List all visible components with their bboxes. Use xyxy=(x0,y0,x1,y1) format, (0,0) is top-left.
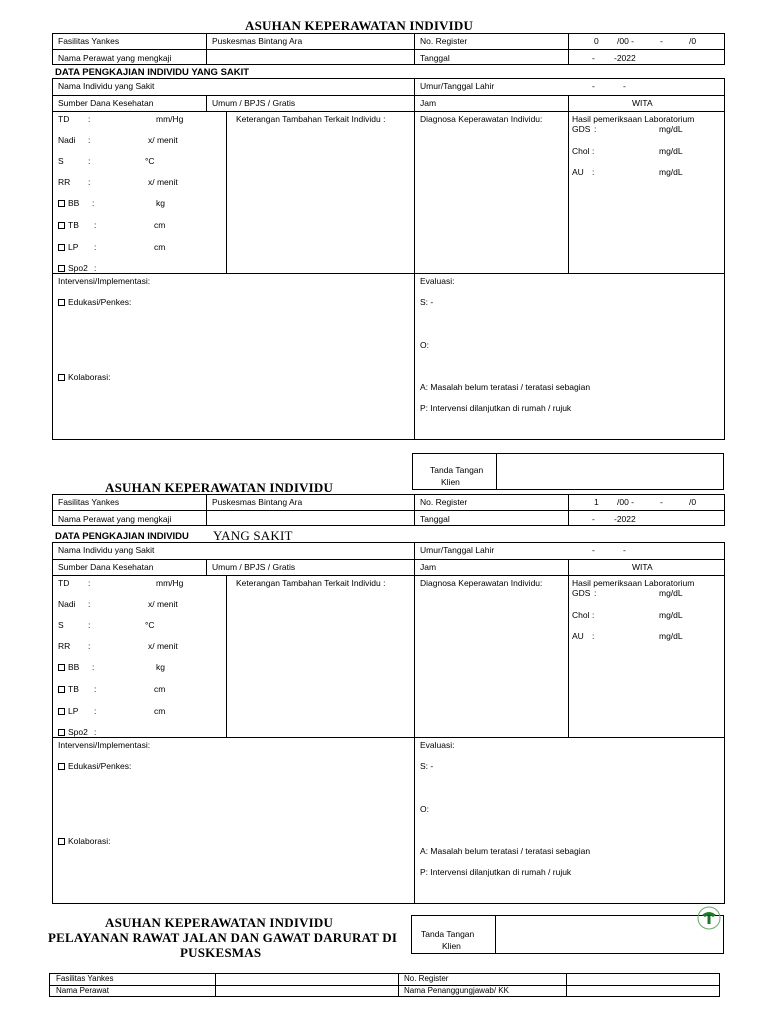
colon: : xyxy=(94,706,97,716)
kolaborasi-row[interactable] xyxy=(58,372,111,382)
label-nama-individu: Nama Individu yang Sakit xyxy=(58,545,155,555)
vital-lp-unit: cm xyxy=(154,242,166,252)
tanggal-b: -2022 xyxy=(614,514,636,524)
vital-spo2: Spo2 xyxy=(68,727,88,737)
vital-spo2-row[interactable] xyxy=(58,263,88,273)
checkbox-icon[interactable] xyxy=(58,763,65,770)
label-keterangan: Keterangan Tambahan Terkait Individu : xyxy=(236,578,386,588)
label-diagnosa: Diagnosa Keperawatan Individu: xyxy=(420,578,543,588)
label-penanggungjawab: Nama Penanggungjawab/ KK xyxy=(404,986,509,995)
colon: : xyxy=(592,610,595,620)
label-edukasi: Edukasi/Penkes: xyxy=(68,761,132,771)
label-tanggal: Tanggal xyxy=(420,514,450,524)
label-register: No. Register xyxy=(404,974,449,983)
vital-s-unit: °C xyxy=(145,620,155,630)
vital-rr-unit: x/ menit xyxy=(148,641,178,651)
colon: : xyxy=(88,641,91,651)
eval-a: A: Masalah belum teratasi / teratasi sebagian xyxy=(420,382,591,392)
label-intervensi: Intervensi/Implementasi: xyxy=(58,740,151,750)
form3-title-2: PELAYANAN RAWAT JALAN DAN GAWAT DARURAT DI xyxy=(48,930,398,945)
colon: : xyxy=(94,263,97,273)
label-evaluasi: Evaluasi: xyxy=(420,276,455,286)
lab-au-unit: mg/dL xyxy=(659,167,683,177)
checkbox-icon[interactable] xyxy=(58,200,65,207)
colon: : xyxy=(94,727,97,737)
label-evaluasi: Evaluasi: xyxy=(420,740,455,750)
checkbox-icon[interactable] xyxy=(58,838,65,845)
vital-s-unit: °C xyxy=(145,156,155,166)
register-part-d: /0 xyxy=(689,36,697,46)
form2-section-title: DATA PENGKAJIAN INDIVIDU xyxy=(55,531,189,542)
vital-bb-unit: kg xyxy=(156,198,165,208)
form3-title-1: ASUHAN KEPERAWATAN INDIVIDU xyxy=(105,915,334,930)
label-register: No. Register xyxy=(420,497,468,507)
vital-rr: RR xyxy=(58,641,71,651)
umur-b: - xyxy=(623,545,626,555)
vital-rr: RR xyxy=(58,177,71,187)
vital-tb: TB xyxy=(68,220,79,230)
label-keterangan: Keterangan Tambahan Terkait Individu : xyxy=(236,114,386,124)
label-sumber-dana: Sumber Dana Kesehatan xyxy=(58,98,154,108)
vital-td-unit: mm/Hg xyxy=(156,114,184,124)
label-tanda-tangan: Tanda Tangan xyxy=(430,465,484,475)
label-lab: Hasil pemeriksaan Laboratorium xyxy=(572,114,695,124)
colon: : xyxy=(92,198,95,208)
vital-spo2-row[interactable] xyxy=(58,727,88,737)
label-umur: Umur/Tanggal Lahir xyxy=(420,81,495,91)
label-fasilitas: Fasilitas Yankes xyxy=(56,974,114,983)
kolaborasi-row[interactable] xyxy=(58,836,111,846)
label-lab: Hasil pemeriksaan Laboratorium xyxy=(572,578,695,588)
vital-lp-unit: cm xyxy=(154,706,166,716)
vital-tb-row[interactable] xyxy=(58,220,79,230)
colon: : xyxy=(88,578,91,588)
colon: : xyxy=(592,146,595,156)
umur-a: - xyxy=(592,545,595,555)
form2-main-table xyxy=(52,542,725,904)
label-nama-individu: Nama Individu yang Sakit xyxy=(58,81,155,91)
form2-title: ASUHAN KEPERAWATAN INDIVIDU xyxy=(105,480,334,495)
vital-bb-row[interactable] xyxy=(58,198,79,208)
register-part-c: - xyxy=(660,497,663,507)
label-register: No. Register xyxy=(420,36,468,46)
label-jam: Jam xyxy=(420,98,437,108)
label-klien: Klien xyxy=(442,941,461,951)
colon: : xyxy=(88,177,91,187)
vital-s: S xyxy=(58,620,64,630)
form1-section-title: DATA PENGKAJIAN INDIVIDU YANG SAKIT xyxy=(55,67,250,78)
colon: : xyxy=(88,156,91,166)
vital-td: TD xyxy=(58,578,70,588)
checkbox-icon[interactable] xyxy=(58,729,65,736)
label-fasilitas: Fasilitas Yankes xyxy=(58,497,120,507)
lab-chol-unit: mg/dL xyxy=(659,146,683,156)
label-klien: Klien xyxy=(441,477,460,487)
colon: : xyxy=(594,588,597,598)
eval-p: P: Intervensi dilanjutkan di rumah / rujuk xyxy=(420,403,572,413)
vital-spo2: Spo2 xyxy=(68,263,88,273)
colon: : xyxy=(88,135,91,145)
register-part-b: /00 - xyxy=(617,36,635,46)
value-sumber-dana: Umum / BPJS / Gratis xyxy=(212,562,296,572)
vital-tb-unit: cm xyxy=(154,684,166,694)
vital-bb: BB xyxy=(68,662,80,672)
colon: : xyxy=(594,124,597,134)
colon: : xyxy=(92,662,95,672)
tanggal-a: - xyxy=(592,53,595,63)
eval-s: S: - xyxy=(420,761,434,771)
lab-au: AU xyxy=(572,631,584,641)
colon: : xyxy=(94,242,97,252)
lab-au-unit: mg/dL xyxy=(659,631,683,641)
form3-title-3: PUSKESMAS xyxy=(180,945,262,960)
lab-gds-unit: mg/dL xyxy=(659,588,683,598)
form1-main-table xyxy=(52,78,725,440)
lab-au: AU xyxy=(572,167,584,177)
vital-nadi: Nadi xyxy=(58,135,76,145)
value-sumber-dana: Umum / BPJS / Gratis xyxy=(212,98,296,108)
label-umur: Umur/Tanggal Lahir xyxy=(420,545,495,555)
label-intervensi: Intervensi/Implementasi: xyxy=(58,276,151,286)
label-kolaborasi: Kolaborasi: xyxy=(68,372,111,382)
register-part-b: /00 - xyxy=(617,497,635,507)
lab-gds-unit: mg/dL xyxy=(659,124,683,134)
checkbox-icon[interactable] xyxy=(58,664,65,671)
lab-chol: Chol xyxy=(572,146,590,156)
form2-section-extra: YANG SAKIT xyxy=(213,528,293,543)
eval-p: P: Intervensi dilanjutkan di rumah / rujuk xyxy=(420,867,572,877)
vital-lp-row[interactable] xyxy=(58,242,78,252)
vital-lp: LP xyxy=(68,706,79,716)
edukasi-row[interactable] xyxy=(58,761,131,771)
edukasi-row[interactable] xyxy=(58,297,131,307)
value-jam: WITA xyxy=(632,98,653,108)
label-perawat: Nama Perawat xyxy=(56,986,109,995)
vital-lp: LP xyxy=(68,242,79,252)
vital-bb-row[interactable] xyxy=(58,662,79,672)
tanggal-a: - xyxy=(592,514,595,524)
lab-gds: GDS xyxy=(572,588,591,598)
label-tanda-tangan: Tanda Tangan xyxy=(421,929,475,939)
checkbox-icon[interactable] xyxy=(58,244,65,251)
colon: : xyxy=(88,599,91,609)
value-jam: WITA xyxy=(632,562,653,572)
eval-o: O: xyxy=(420,340,429,350)
vital-nadi-unit: x/ menit xyxy=(148,599,178,609)
lab-chol: Chol xyxy=(572,610,590,620)
umur-a: - xyxy=(592,81,595,91)
vital-tb: TB xyxy=(68,684,79,694)
register-part-a: 1 xyxy=(594,497,599,507)
value-fasilitas: Puskesmas Bintang Ara xyxy=(212,36,303,46)
vital-nadi-unit: x/ menit xyxy=(148,135,178,145)
colon: : xyxy=(592,631,595,641)
eval-o: O: xyxy=(420,804,429,814)
register-part-c: - xyxy=(660,36,663,46)
vital-tb-row[interactable] xyxy=(58,684,79,694)
value-fasilitas: Puskesmas Bintang Ara xyxy=(212,497,303,507)
vital-td: TD xyxy=(58,114,70,124)
vital-bb: BB xyxy=(68,198,80,208)
checkbox-icon[interactable] xyxy=(58,686,65,693)
vital-bb-unit: kg xyxy=(156,662,165,672)
register-part-d: /0 xyxy=(689,497,697,507)
lab-chol-unit: mg/dL xyxy=(659,610,683,620)
label-kolaborasi: Kolaborasi: xyxy=(68,836,111,846)
colon: : xyxy=(88,114,91,124)
label-perawat: Nama Perawat yang mengkaji xyxy=(58,53,172,63)
label-edukasi: Edukasi/Penkes: xyxy=(68,297,132,307)
umur-b: - xyxy=(623,81,626,91)
label-tanggal: Tanggal xyxy=(420,53,450,63)
vital-td-unit: mm/Hg xyxy=(156,578,184,588)
vital-lp-row[interactable] xyxy=(58,706,78,716)
checkbox-icon[interactable] xyxy=(58,299,65,306)
vital-nadi: Nadi xyxy=(58,599,76,609)
checkbox-icon[interactable] xyxy=(58,222,65,229)
label-fasilitas: Fasilitas Yankes xyxy=(58,36,120,46)
register-part-a: 0 xyxy=(594,36,599,46)
label-perawat: Nama Perawat yang mengkaji xyxy=(58,514,172,524)
checkbox-icon[interactable] xyxy=(58,708,65,715)
colon: : xyxy=(94,220,97,230)
colon: : xyxy=(88,620,91,630)
colon: : xyxy=(592,167,595,177)
vital-tb-unit: cm xyxy=(154,220,166,230)
tanggal-b: -2022 xyxy=(614,53,636,63)
checkbox-icon[interactable] xyxy=(58,265,65,272)
label-sumber-dana: Sumber Dana Kesehatan xyxy=(58,562,154,572)
label-diagnosa: Diagnosa Keperawatan Individu: xyxy=(420,114,543,124)
vital-s: S xyxy=(58,156,64,166)
label-jam: Jam xyxy=(420,562,437,572)
form1-title: ASUHAN KEPERAWATAN INDIVIDU xyxy=(245,18,474,33)
health-ministry-logo xyxy=(696,905,722,931)
eval-a: A: Masalah belum teratasi / teratasi sebagian xyxy=(420,846,591,856)
checkbox-icon[interactable] xyxy=(58,374,65,381)
eval-s: S: - xyxy=(420,297,434,307)
vital-rr-unit: x/ menit xyxy=(148,177,178,187)
colon: : xyxy=(94,684,97,694)
lab-gds: GDS xyxy=(572,124,591,134)
